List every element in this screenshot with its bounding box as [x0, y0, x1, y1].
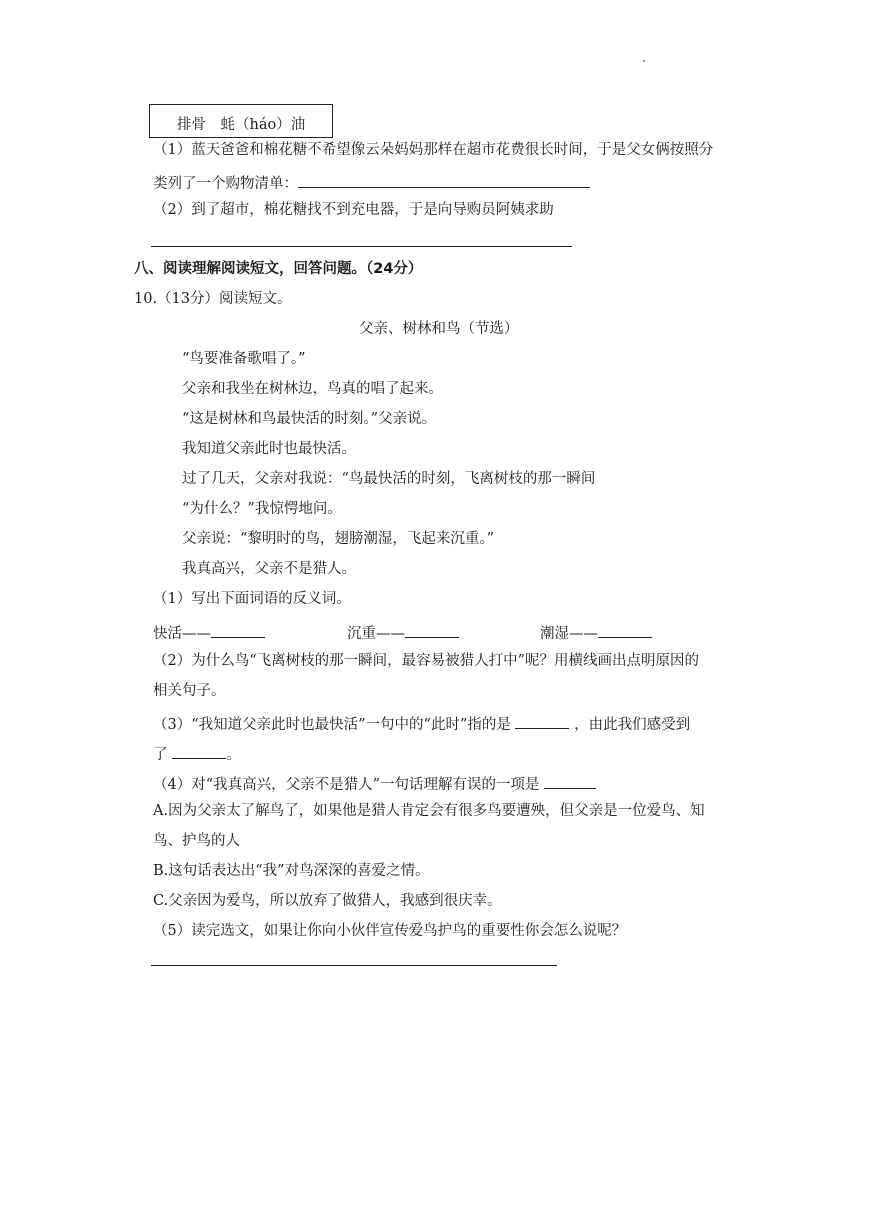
- sub-question-3-suffix: 。: [226, 747, 241, 763]
- sub-question-4: [153, 774, 596, 793]
- option-b: B.这句话表达出“我”对鸟深深的喜爱之情。: [153, 863, 430, 879]
- sub-question-3-line2: [153, 744, 241, 763]
- sub-question-1: （1）写出下面词语的反义词。: [153, 591, 351, 607]
- q10-header: 10.（13分）阅读短文。: [134, 291, 292, 307]
- sub-question-5: （5）读完选文，如果让你向小伙伴宣传爱鸟护鸟的重要性你会怎么说呢？: [153, 923, 627, 939]
- article-paragraph: “为什么？”我惊愕地问。: [182, 501, 342, 517]
- sub-question-5-answer-line[interactable]: [151, 965, 557, 966]
- article-paragraph: 过了几天，父亲对我说：“鸟最快活的时刻，飞离树枝的那一瞬间: [182, 471, 596, 487]
- antonym-blank[interactable]: [211, 623, 265, 638]
- antonym-item: [153, 623, 265, 642]
- article-paragraph: “这是树林和鸟最快活的时刻。”父亲说。: [182, 411, 437, 427]
- q9-item2: （2）到了超市，棉花糖找不到充电器，于是向导购员阿姨求助: [153, 202, 554, 218]
- sub-question-3-prefix: 了: [153, 747, 168, 763]
- antonym-blank[interactable]: [598, 623, 652, 638]
- sub-question-2-line1: （2）为什么鸟“飞离树枝的那一瞬间，最容易被猎人打中”呢？用横线画出点明原因的: [153, 653, 700, 669]
- article-title: 父亲、树林和鸟（节选）: [359, 321, 519, 337]
- choice-blank[interactable]: [544, 774, 596, 789]
- word-box-text: 排骨 蚝（háo）油: [177, 117, 306, 133]
- page-dot: [643, 60, 645, 62]
- q9-item1-line2: [153, 173, 590, 192]
- sub-question-3-text2: ，由此我们感受到: [574, 717, 691, 733]
- article-paragraph: 我知道父亲此时也最快活。: [182, 441, 356, 457]
- option-a-line1: A.因为父亲太了解鸟了，如果他是猎人肯定会有很多鸟要遭殃，但父亲是一位爱鸟、知: [153, 803, 705, 819]
- q9-item1-label: 类列了一个购物清单：: [153, 176, 298, 192]
- sub-question-3-line1: [153, 714, 690, 733]
- feeling-blank[interactable]: [172, 744, 226, 759]
- sub-question-3-text: （3）“我知道父亲此时也最快活”一句中的“此时”指的是: [153, 717, 511, 733]
- sub-question-2-line2: 相关句子。: [153, 683, 226, 699]
- antonym-word: 沉重——: [347, 626, 405, 642]
- section8-title: 八、阅读理解阅读短文，回答问题。（24分）: [134, 261, 423, 277]
- antonym-item: [347, 623, 459, 642]
- q9-item1-line1: （1）蓝天爸爸和棉花糖不希望像云朵妈妈那样在超市花费很长时间，于是父女俩按照分: [153, 142, 714, 158]
- article-paragraph: 我真高兴，父亲不是猎人。: [182, 561, 356, 577]
- option-c: C.父亲因为爱鸟，所以放弃了做猎人，我感到很庆幸。: [153, 893, 502, 909]
- option-a-line2: 鸟、护鸟的人: [153, 833, 240, 849]
- article-paragraph: 父亲说：“黎明时的鸟，翅膀潮湿，飞起来沉重。”: [182, 531, 495, 547]
- word-box: [149, 104, 333, 138]
- sub-question-4-text: （4）对“我真高兴，父亲不是猎人”一句话理解有误的一项是: [153, 777, 540, 793]
- q9-item2-answer-line[interactable]: [151, 246, 572, 247]
- antonym-word: 快活——: [153, 626, 211, 642]
- antonym-blank[interactable]: [405, 623, 459, 638]
- shopping-list-blank[interactable]: [298, 173, 590, 188]
- article-paragraph: “鸟要准备歌唱了。”: [182, 351, 306, 367]
- antonym-word: 潮湿——: [540, 626, 598, 642]
- ci-shi-blank[interactable]: [515, 714, 569, 729]
- article-paragraph: 父亲和我坐在树林边，鸟真的唱了起来。: [182, 381, 443, 397]
- antonym-item: [540, 623, 652, 642]
